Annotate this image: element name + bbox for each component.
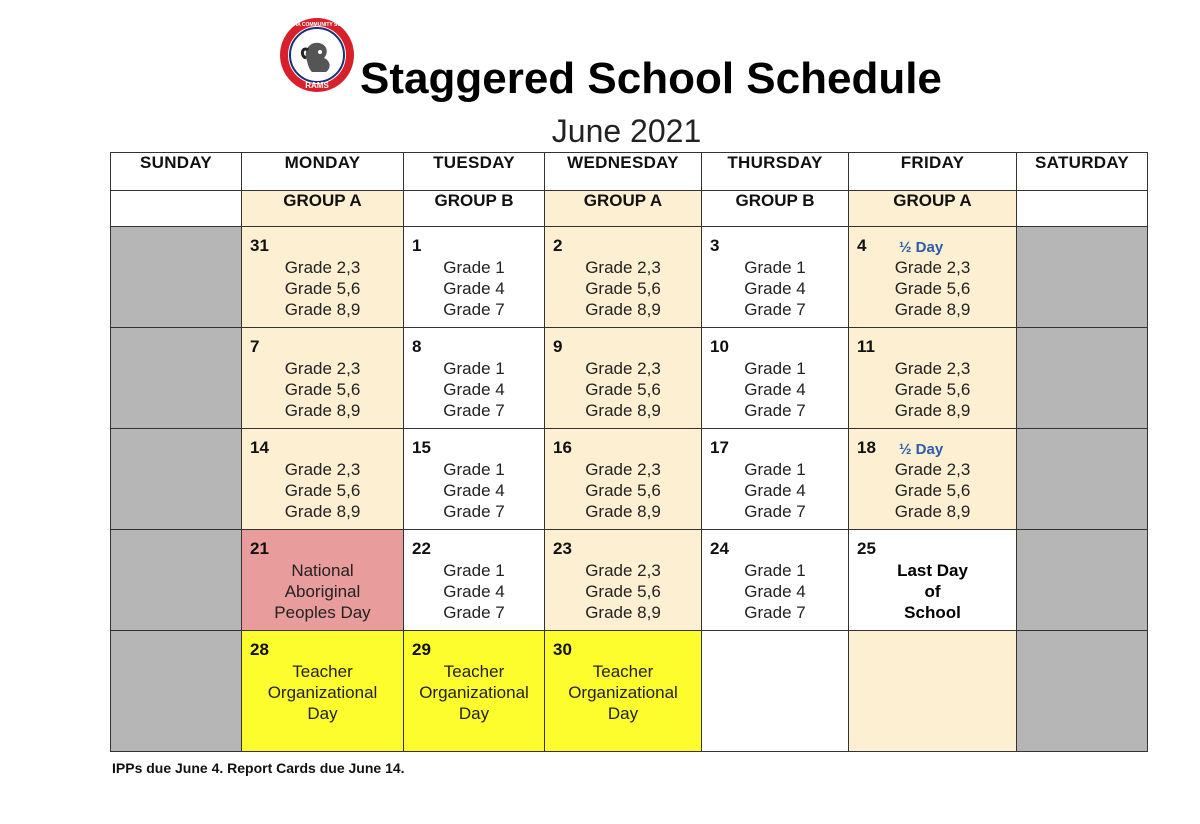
cell-line: Grade 2,3 bbox=[894, 460, 971, 479]
teacher-day-cell bbox=[545, 631, 702, 752]
cell-line: Grade 8,9 bbox=[585, 300, 661, 319]
group-cell: GROUP A bbox=[849, 191, 1017, 227]
cell-line: Grade 5,6 bbox=[585, 481, 661, 500]
day-header: FRIDAY bbox=[849, 153, 1017, 191]
cell-line: Grade 7 bbox=[744, 401, 806, 420]
day-number: 8 bbox=[412, 337, 422, 356]
day-number: 11 bbox=[857, 337, 875, 356]
day-number: 3 bbox=[710, 236, 720, 255]
day-number: 16 bbox=[553, 438, 572, 457]
cell-line: Grade 1 bbox=[443, 258, 505, 277]
cell-line: Peoples Day bbox=[274, 603, 371, 622]
day-number: 18 bbox=[857, 438, 876, 457]
cell-line: Grade 8,9 bbox=[894, 401, 971, 420]
sunday-cell bbox=[111, 328, 242, 429]
cell-line: Grade 5,6 bbox=[585, 380, 661, 399]
cell-line: Grade 7 bbox=[443, 401, 505, 420]
school-logo bbox=[278, 16, 356, 94]
cell-line: Grade 8,9 bbox=[284, 401, 361, 420]
cell-line: Grade 1 bbox=[443, 359, 505, 378]
cell-line: Grade 7 bbox=[744, 603, 806, 622]
cell-line: Organizational bbox=[267, 683, 378, 702]
cell-line: Grade 2,3 bbox=[585, 561, 661, 580]
day-number: 14 bbox=[250, 438, 269, 457]
cell-line: Teacher bbox=[292, 662, 353, 681]
day-number: 7 bbox=[250, 337, 260, 356]
day-number: 23 bbox=[553, 539, 572, 558]
half-day-note: ½ Day bbox=[899, 441, 944, 458]
day-header: THURSDAY bbox=[702, 153, 849, 191]
day-number: 22 bbox=[412, 539, 431, 558]
cell-line: Grade 1 bbox=[744, 561, 806, 580]
cell-line: Grade 4 bbox=[443, 481, 505, 500]
day-cell bbox=[545, 530, 702, 631]
day-cell bbox=[849, 227, 1017, 328]
group-cell bbox=[111, 191, 242, 227]
day-number: 2 bbox=[553, 236, 563, 255]
sunday-cell bbox=[111, 530, 242, 631]
cell-line: Grade 2,3 bbox=[585, 258, 661, 277]
day-number: 29 bbox=[412, 640, 431, 659]
cell-line: National bbox=[291, 561, 354, 580]
cell-line: Grade 5,6 bbox=[894, 279, 971, 298]
cell-line: Grade 7 bbox=[443, 502, 505, 521]
cell-line: School bbox=[904, 603, 961, 622]
group-cell: GROUP B bbox=[702, 191, 849, 227]
cell-line: Grade 7 bbox=[744, 502, 806, 521]
group-cell: GROUP A bbox=[242, 191, 404, 227]
cell-line: Grade 5,6 bbox=[284, 481, 361, 500]
cell-line: Grade 5,6 bbox=[585, 582, 661, 601]
week-row bbox=[111, 530, 1148, 631]
saturday-cell bbox=[1017, 530, 1148, 631]
cell-line: Grade 2,3 bbox=[585, 359, 661, 378]
day-cell bbox=[404, 227, 545, 328]
teacher-day-cell bbox=[404, 631, 545, 752]
day-number: 17 bbox=[710, 438, 729, 457]
page-title: Staggered School Schedule bbox=[360, 54, 942, 103]
cell-line: Grade 4 bbox=[744, 380, 806, 399]
cell-line: Grade 7 bbox=[744, 300, 806, 319]
day-cell bbox=[545, 227, 702, 328]
day-cell bbox=[242, 429, 404, 530]
day-cell bbox=[242, 227, 404, 328]
cell-line: Grade 1 bbox=[744, 460, 806, 479]
sunday-cell bbox=[111, 631, 242, 752]
cell-line: Grade 5,6 bbox=[284, 279, 361, 298]
day-cell bbox=[702, 429, 849, 530]
cell-line: Grade 4 bbox=[443, 279, 505, 298]
week-row bbox=[111, 227, 1148, 328]
day-number: 30 bbox=[553, 640, 572, 659]
day-number: 9 bbox=[553, 337, 563, 356]
holiday-cell bbox=[242, 530, 404, 631]
cell-line: Grade 4 bbox=[443, 380, 505, 399]
group-cell bbox=[1017, 191, 1148, 227]
day-cell bbox=[702, 530, 849, 631]
day-cell bbox=[404, 530, 545, 631]
cell-line: Grade 2,3 bbox=[284, 258, 361, 277]
cell-line: Aboriginal bbox=[284, 582, 361, 601]
cell-line: Grade 8,9 bbox=[284, 502, 361, 521]
cell-line: Grade 5,6 bbox=[284, 380, 361, 399]
saturday-cell bbox=[1017, 429, 1148, 530]
day-header: TUESDAY bbox=[404, 153, 545, 191]
svg-text:RAMS: RAMS bbox=[305, 81, 329, 90]
cell-line: Grade 1 bbox=[443, 561, 505, 580]
cell-line: Grade 4 bbox=[744, 279, 806, 298]
day-cell bbox=[849, 429, 1017, 530]
cell-line: Teacher bbox=[592, 662, 654, 681]
cell-line: Grade 8,9 bbox=[894, 300, 971, 319]
week-row bbox=[111, 631, 1148, 752]
cell-line: Last Day bbox=[897, 561, 968, 580]
half-day-note: ½ Day bbox=[899, 239, 944, 256]
cell-line: Grade 2,3 bbox=[284, 460, 361, 479]
day-header: WEDNESDAY bbox=[545, 153, 702, 191]
empty-cell bbox=[849, 631, 1017, 752]
cell-line: Grade 8,9 bbox=[585, 603, 661, 622]
day-number: 31 bbox=[250, 236, 269, 255]
cell-line: Grade 8,9 bbox=[284, 300, 361, 319]
day-number: 24 bbox=[710, 539, 729, 558]
day-header: SATURDAY bbox=[1017, 153, 1148, 191]
cell-line: Grade 8,9 bbox=[585, 401, 661, 420]
cell-line: Grade 8,9 bbox=[585, 502, 661, 521]
footnote: IPPs due June 4. Report Cards due June 14. bbox=[112, 760, 405, 776]
cell-line: Grade 2,3 bbox=[894, 359, 971, 378]
cell-line: Day bbox=[458, 704, 490, 723]
day-number: 1 bbox=[412, 236, 422, 255]
day-cell bbox=[404, 429, 545, 530]
saturday-cell bbox=[1017, 328, 1148, 429]
cell-line: Grade 1 bbox=[443, 460, 505, 479]
svg-text:TA-OTHA COMMUNITY SCHOOL: TA-OTHA COMMUNITY SCHOOL bbox=[278, 22, 356, 28]
day-cell bbox=[702, 227, 849, 328]
last-day-cell bbox=[849, 530, 1017, 631]
sunday-cell bbox=[111, 429, 242, 530]
day-number: 28 bbox=[250, 640, 269, 659]
day-number: 15 bbox=[412, 438, 431, 457]
cell-line: Grade 7 bbox=[443, 300, 505, 319]
cell-line: Day bbox=[607, 704, 639, 723]
calendar-table bbox=[110, 152, 1148, 752]
cell-line: Grade 1 bbox=[744, 359, 806, 378]
day-number: 4 bbox=[857, 236, 867, 255]
day-header: MONDAY bbox=[242, 153, 404, 191]
cell-line: Grade 2,3 bbox=[585, 460, 661, 479]
cell-line: Teacher bbox=[443, 662, 505, 681]
day-number: 10 bbox=[710, 337, 729, 356]
cell-line: Day bbox=[307, 704, 338, 723]
group-row bbox=[111, 191, 1148, 227]
empty-cell bbox=[702, 631, 849, 752]
teacher-day-cell bbox=[242, 631, 404, 752]
week-row bbox=[111, 429, 1148, 530]
saturday-cell bbox=[1017, 227, 1148, 328]
day-header-row bbox=[111, 153, 1148, 191]
day-cell bbox=[404, 328, 545, 429]
cell-line: of bbox=[924, 582, 941, 601]
group-cell: GROUP B bbox=[404, 191, 545, 227]
cell-line: Grade 5,6 bbox=[894, 481, 971, 500]
cell-line: Grade 5,6 bbox=[585, 279, 661, 298]
day-header: SUNDAY bbox=[111, 153, 242, 191]
day-number: 25 bbox=[857, 539, 876, 558]
cell-line: Grade 7 bbox=[443, 603, 505, 622]
group-cell: GROUP A bbox=[545, 191, 702, 227]
cell-line: Grade 2,3 bbox=[894, 258, 971, 277]
cell-line: Grade 4 bbox=[744, 481, 806, 500]
cell-line: Organizational bbox=[419, 683, 529, 702]
cell-line: Grade 5,6 bbox=[894, 380, 971, 399]
week-row bbox=[111, 328, 1148, 429]
month-label: June 2021 bbox=[551, 113, 702, 149]
day-cell bbox=[545, 429, 702, 530]
cell-line: Grade 1 bbox=[744, 258, 806, 277]
saturday-cell bbox=[1017, 631, 1148, 752]
sunday-cell bbox=[111, 227, 242, 328]
day-cell bbox=[545, 328, 702, 429]
day-cell bbox=[702, 328, 849, 429]
cell-line: Grade 4 bbox=[744, 582, 806, 601]
day-cell bbox=[242, 328, 404, 429]
cell-line: Grade 2,3 bbox=[284, 359, 361, 378]
day-number: 21 bbox=[250, 539, 269, 558]
cell-line: Organizational bbox=[568, 683, 678, 702]
cell-line: Grade 4 bbox=[443, 582, 505, 601]
cell-line: Grade 8,9 bbox=[894, 502, 971, 521]
day-cell bbox=[849, 328, 1017, 429]
